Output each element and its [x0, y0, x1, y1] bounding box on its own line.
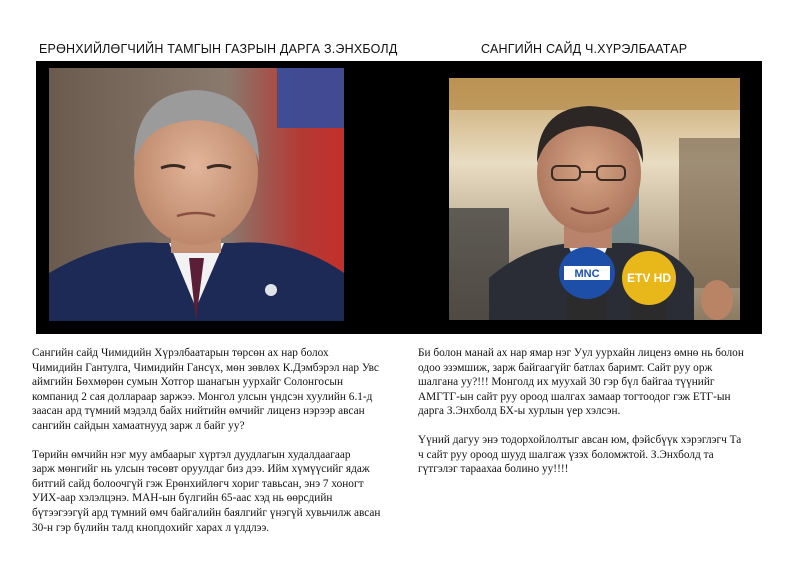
text-line: Би болон манай ах нар ямар нэг Уул уурхайн лиценз өмнө нь болон: [418, 347, 744, 359]
text-line: Сангийн сайд Чимидийн Хүрэлбаатарын төрсөн ах нар болох: [32, 347, 329, 359]
text-line: одоо эзэмшиж, зарж байгаагүйг батлах баримт. Сайт руу орж: [418, 361, 713, 374]
text-line: Чимидийн Гантулга, Чимидийн Гансүх, мөн зөвлөх К.Дэмбэрэл нар Увс: [32, 361, 379, 374]
left-article-paragraph-1: [32, 346, 392, 434]
right-photo-caption: САНГИЙН САЙД Ч.ХҮРЭЛБААТАР: [481, 42, 688, 56]
text-line: заасан ард түмний мэдэлд байх нийтийн өмчийг лиценз нэрээр авсан: [32, 405, 365, 418]
text-line: АМГТГ-ын сайт руу ороод шалгах замаар тогтоодог гэж ЕТГ-ын: [418, 390, 731, 403]
right-article-paragraph-2: [418, 433, 778, 477]
mnc-mic-label: MNC: [574, 268, 600, 280]
etv-mic-label: ETV HD: [626, 271, 672, 285]
right-article-paragraph-1: [418, 346, 778, 419]
text-line: Төрийн өмчийн нэг муу амбаарыг хүртэл дуудлагын худалдаагаар: [32, 448, 351, 461]
text-line: Үүний дагуу энэ тодорхойлолтыг авсан юм, фэйсбүүк хэрэглэгч Та: [418, 433, 742, 446]
left-portrait-photo: [49, 68, 344, 321]
text-line: бүтээгээгүй ард түмний өмч байгалийн баялгийг үнэгүй хувьчилж авсан: [32, 506, 381, 519]
text-line: битгий сайд болоочгүй гэж Ерөнхийлөгч хориг тавьсан, энэ 7 хоногт: [32, 477, 364, 490]
text-line: шалгана уу?!!! Монголд их муухай 30 гэр бүл байгаа түүнийг: [418, 376, 715, 389]
left-article-paragraph-2: [32, 448, 392, 536]
text-line: сангийн сайдын хамаатнууд зарж л байг уу?: [32, 419, 245, 432]
text-line: 30-н гэр бүлийн талд кнопдохийг харах л үлдлээ.: [32, 521, 270, 534]
left-article: [32, 346, 392, 549]
text-line: УИХ-аар хэлэлцэнэ. МАН-ын бүлгийн 65-аас хэд нь өөрсдийн: [32, 492, 333, 505]
text-line: дарга З.Энхболд БХ-ы хурлын үер хэлсэн.: [418, 405, 621, 418]
text-line: ч сайт руу ороод шууд шалгаж үзэх боломжтой. З.Энхболд та: [418, 448, 714, 461]
mnc-microphone: [559, 247, 615, 320]
text-line: аймгийн Бөхмөрөн сумын Хотгор шанагын уурхайг Солонгосын: [32, 376, 344, 389]
right-article: [418, 346, 778, 491]
left-photo-caption: ЕРӨНХИЙЛӨГЧИЙН ТАМГЫН ГАЗРЫН ДАРГА З.ЭНХБОЛД: [39, 42, 398, 56]
text-line: гүтгэлэг тараахаа болино уу!!!!: [418, 463, 569, 476]
text-line: зарж мөнгийг нь улсын төсөвт оруулдаг биз дээ. Ийм хүмүүсийг ядаж: [32, 463, 370, 476]
right-portrait-photo: [449, 78, 740, 320]
text-line: компанид 2 сая доллараар заржээ. Монгол улсын үндсэн хуулийн 6.1-д: [32, 390, 373, 403]
